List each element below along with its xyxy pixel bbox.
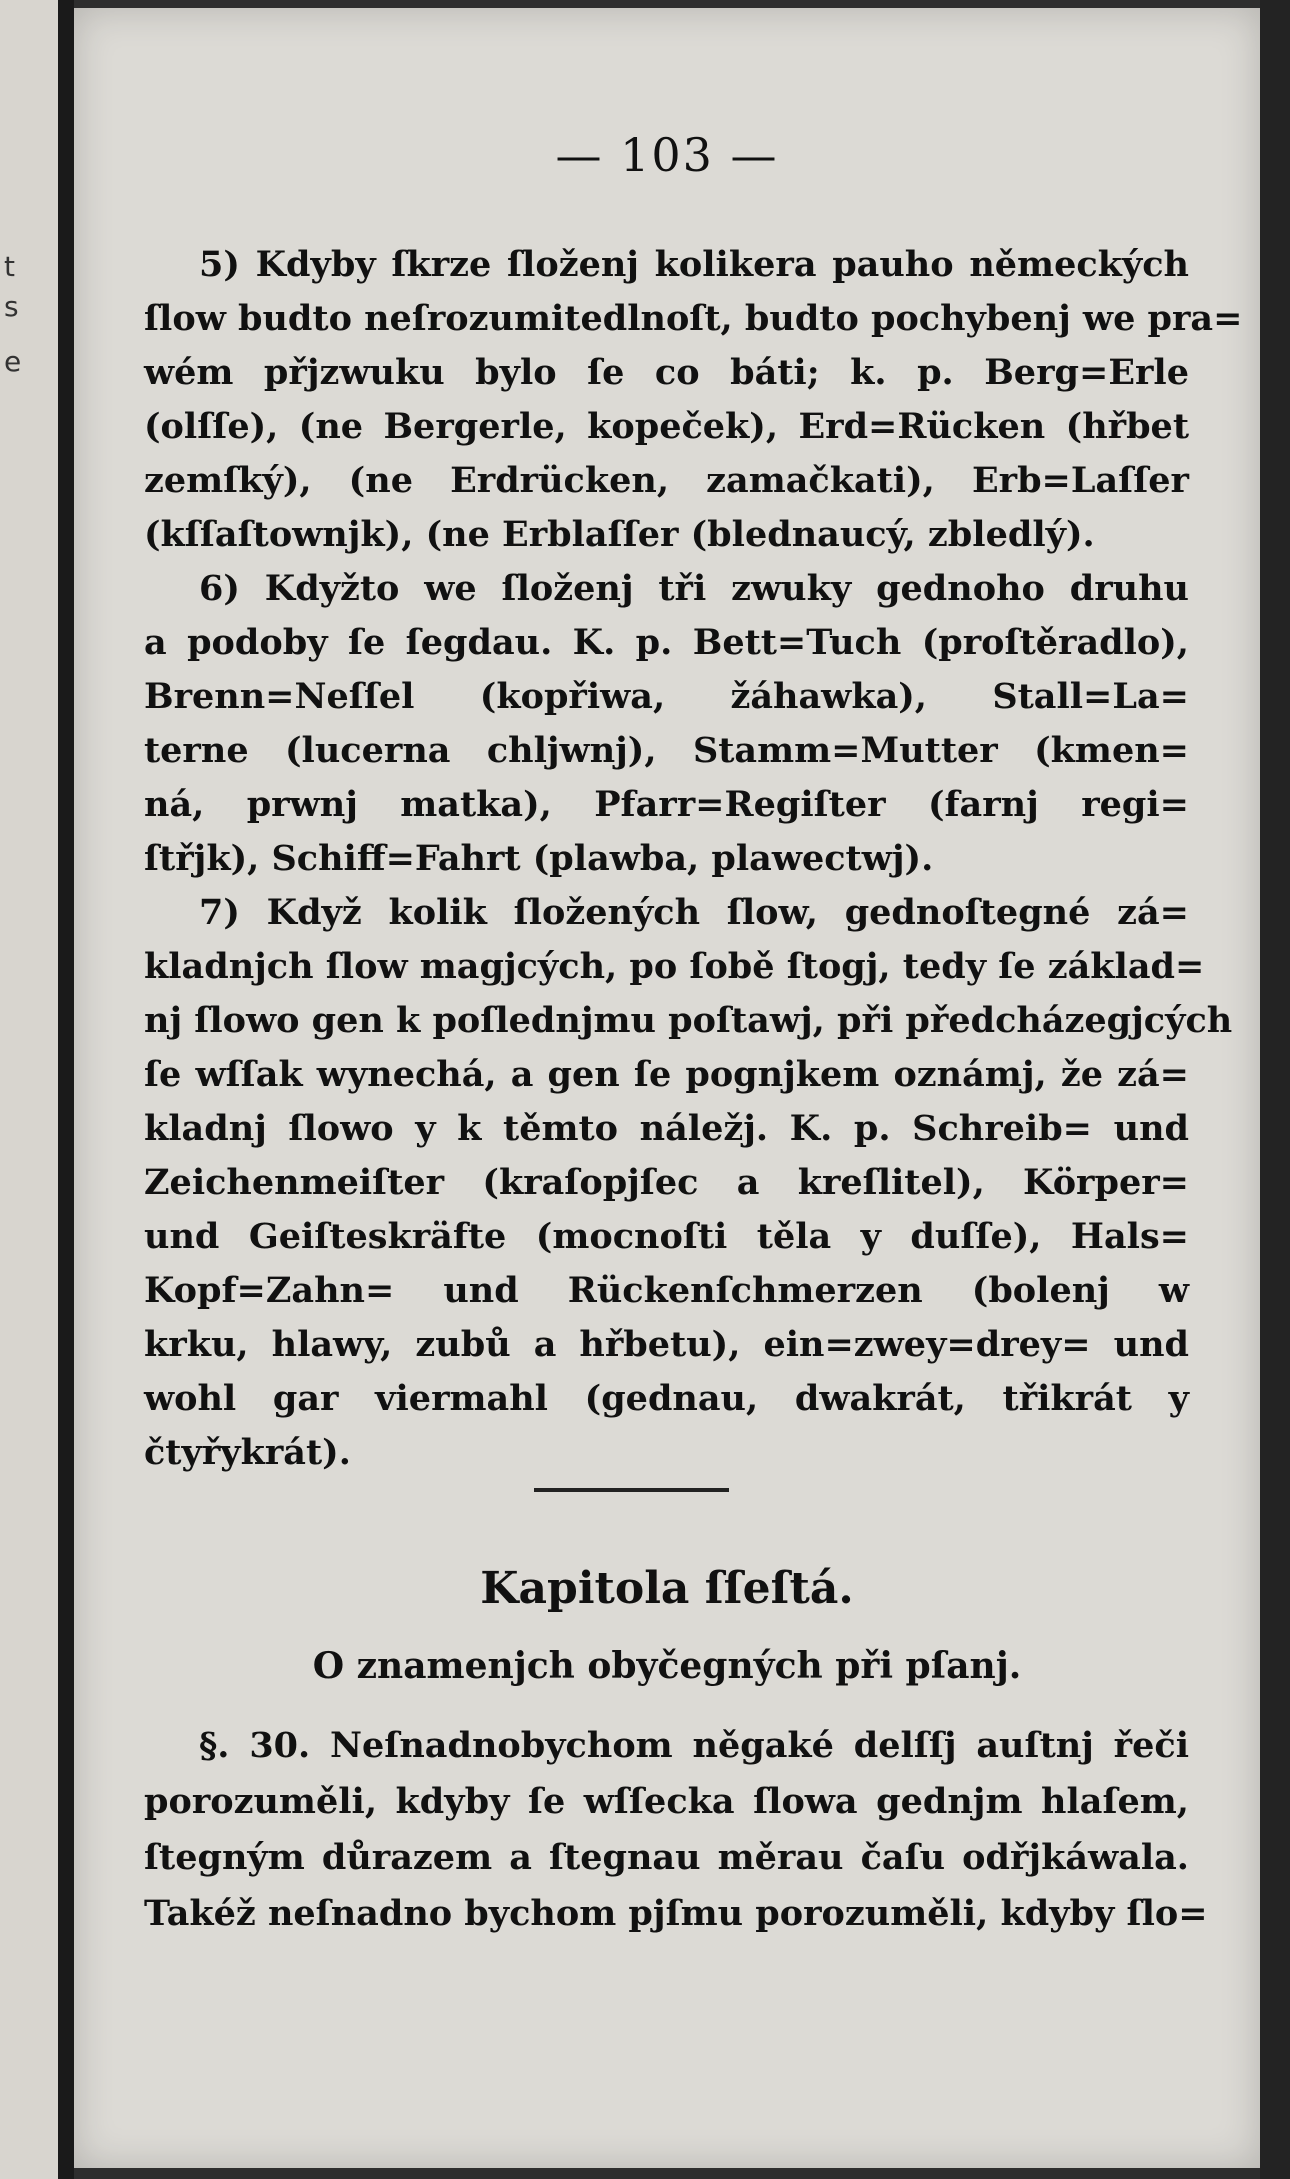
text-line: a podoby ſe ſegdau. K. p. Bett=Tuch (proſtěradlo), xyxy=(144,622,1189,663)
text-line: Takéž neſnadno bychom pjſmu porozuměli, kdyby ſlo= xyxy=(144,1893,1208,1934)
text-line: ſtegným důrazem a ſtegnau měrau čaſu odřjkáwala. xyxy=(144,1837,1189,1878)
text-line: terne (lucerna chljwnj), Stamm=Mutter (kmen= xyxy=(144,730,1189,771)
text-line: (olſſe), (ne Bergerle, kopeček), Erd=Rücken (hřbet xyxy=(144,406,1189,447)
edge-mark: e xyxy=(4,345,22,378)
previous-page-edge xyxy=(0,0,64,2179)
text-line: porozuměli, kdyby ſe wſſecka ſlowa gednjm hlaſem, xyxy=(144,1781,1189,1822)
text-line: ſe wſſak wynechá, a gen ſe pognjkem oznámj, že zá= xyxy=(144,1054,1189,1095)
paragraph-5 xyxy=(144,238,1243,562)
text-line: ſlow budto neſrozumitedlnoſt, budto pochybenj we pra= xyxy=(144,298,1243,339)
text-line: ná, prwnj matka), Pfarr=Regiſter (farnj regi= xyxy=(144,784,1189,825)
edge-mark: s xyxy=(4,290,19,323)
text-line: nj ſlowo gen k poſlednjmu poſtawj, při předcházegjcých xyxy=(144,1000,1233,1041)
text-line: kladnjch ſlow magjcých, po ſobě ſtogj, tedy ſe základ= xyxy=(144,946,1205,987)
text-line: kladnj ſlowo y k těmto náležj. K. p. Schreib= und xyxy=(144,1108,1189,1149)
text-line: Zeichenmeiſter (kraſopjſec a kreſlitel), Körper= xyxy=(144,1162,1189,1203)
text-line: čtyřykrát). xyxy=(144,1432,351,1473)
scan-background xyxy=(1260,0,1290,2179)
section-text xyxy=(144,1718,1208,1942)
text-line: (kſſaſtownjk), (ne Erblaſſer (blednaucý, zbledlý). xyxy=(144,514,1095,555)
main-text xyxy=(144,238,1243,1480)
text-line: Kopf=Zahn= und Rückenſchmerzen (bolenj w xyxy=(144,1270,1189,1311)
paragraph-6 xyxy=(144,562,1189,886)
text-line: 5) Kdyby ſkrze ſloženj kolikera pauho německých xyxy=(199,244,1189,285)
text-line: krku, hlawy, zubů a hřbetu), ein=zwey=drey= und xyxy=(144,1324,1189,1365)
text-line: zemſký), (ne Erdrücken, zamačkati), Erb=Laſſer xyxy=(144,460,1189,501)
text-line: wém přjzwuku bylo ſe co báti; k. p. Berg=Erle xyxy=(144,352,1189,393)
text-line: 6) Kdyžto we ſloženj tři zwuky gednoho druhu xyxy=(199,568,1189,609)
text-line: ſtřjk), Schiff=Fahrt (plawba, plawectwj). xyxy=(144,838,934,879)
text-line: 7) Když kolik ſložených ſlow, gednoſtegné zá= xyxy=(199,892,1189,933)
chapter-title: Kapitola ſſeſtá. xyxy=(480,1563,854,1614)
text-line: §. 30. Neſnadnobychom něgaké delſſj auſtnj řeči xyxy=(199,1725,1189,1766)
section-divider xyxy=(534,1488,729,1492)
text-line: Brenn=Neſſel (kopřiwa, žáhawka), Stall=La= xyxy=(144,676,1189,717)
text-line: und Geiſteskräfte (mocnoſti těla y duſſe), Hals= xyxy=(144,1216,1189,1257)
chapter-subtitle: O znamenjch obyčegných při pſanj. xyxy=(312,1645,1022,1687)
book-gutter xyxy=(58,0,74,2179)
edge-mark: t xyxy=(4,250,15,283)
text-line: wohl gar viermahl (gednau, dwakrát, třikrát y xyxy=(144,1378,1189,1419)
page-number: — 103 — xyxy=(555,128,779,182)
paragraph-7 xyxy=(144,886,1233,1480)
page xyxy=(74,8,1260,2168)
